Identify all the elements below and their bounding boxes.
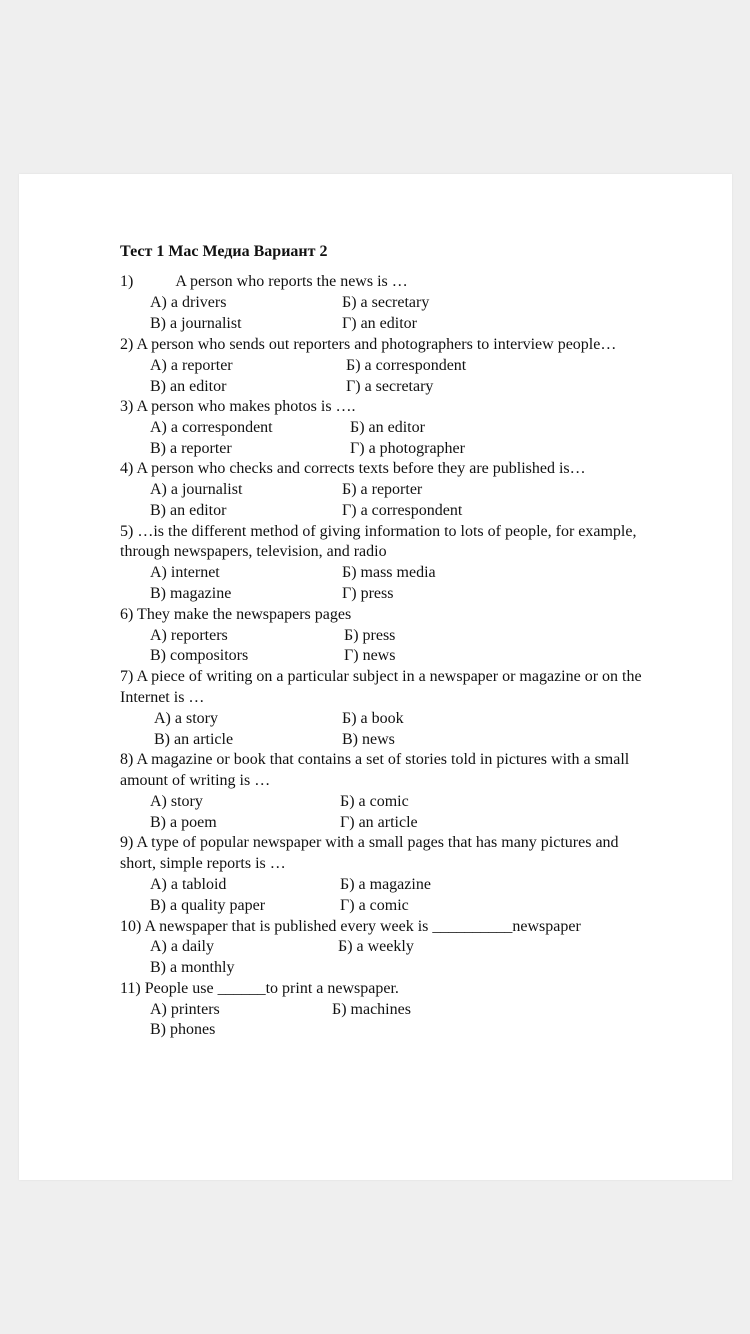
question-2-text: 2) A person who sends out reporters and photographers to interview people…: [120, 336, 617, 353]
question-2-option-g: Г) a secretary: [346, 378, 434, 395]
question-4-option-b: Б) a reporter: [342, 481, 423, 498]
question-7-option-v2: B) news: [342, 731, 395, 748]
question-1-option-v: B) a journalist: [150, 315, 242, 332]
question-1-number: 1): [120, 273, 134, 290]
question-9-option-b: Б) a magazine: [340, 876, 431, 893]
question-5-option-b: Б) mass media: [342, 564, 436, 581]
question-2-option-b: Б) a correspondent: [346, 357, 467, 374]
question-11-option-v: B) phones: [150, 1021, 216, 1038]
question-8-option-b: Б) a comic: [340, 793, 409, 810]
question-8-text-cont: amount of writing is …: [120, 772, 271, 789]
question-4-text: 4) A person who checks and corrects texts before they are published is…: [120, 460, 586, 477]
question-8-text: 8) A magazine or book that contains a set of stories told in pictures with a small: [120, 751, 630, 768]
question-8-option-a: A) story: [150, 793, 203, 810]
question-11-option-a: A) printers: [150, 1001, 220, 1018]
question-9-text-cont: short, simple reports is …: [120, 855, 286, 872]
question-3-option-v: B) a reporter: [150, 440, 232, 457]
question-6-text: 6) They make the newspapers pages: [120, 606, 352, 623]
question-11-text: 11) People use ______to print a newspaper.: [120, 980, 399, 997]
question-5-option-v: B) magazine: [150, 585, 232, 602]
question-3-text: 3) A person who makes photos is ….: [120, 398, 356, 415]
question-8-option-g: Г) an article: [340, 814, 418, 831]
question-8-option-v: B) a poem: [150, 814, 217, 831]
question-6-option-a: A) reporters: [150, 627, 228, 644]
question-11-option-b: Б) machines: [332, 1001, 411, 1018]
question-9-option-v: B) a quality paper: [150, 897, 266, 914]
question-7-option-b: Б) a book: [342, 710, 404, 727]
question-7-option-a: A) a story: [154, 710, 218, 727]
question-9-text: 9) A type of popular newspaper with a small pages that has many pictures and: [120, 834, 619, 851]
question-3-option-b: Б) an editor: [350, 419, 425, 436]
question-10-option-b: Б) a weekly: [338, 938, 414, 955]
question-5-text-cont: through newspapers, television, and radio: [120, 543, 387, 560]
question-1-option-g: Г) an editor: [342, 315, 417, 332]
question-6-option-b: Б) press: [344, 627, 396, 644]
question-1-option-b: Б) a secretary: [342, 294, 430, 311]
document-title: Тест 1 Мас Медиа Вариант 2: [120, 243, 328, 260]
question-5-option-g: Г) press: [342, 585, 394, 602]
question-7-text: 7) A piece of writing on a particular subject in a newspaper or magazine or on the: [120, 668, 642, 685]
question-3-option-g: Г) a photographer: [350, 440, 465, 457]
question-10-option-v: B) a monthly: [150, 959, 235, 976]
question-5-option-a: A) internet: [150, 564, 220, 581]
question-7-option-v: B) an article: [154, 731, 234, 748]
question-3-option-a: A) a correspondent: [150, 419, 273, 436]
question-5-text: 5) …is the different method of giving information to lots of people, for example,: [120, 523, 637, 540]
question-1-option-a: A) a drivers: [150, 294, 227, 311]
question-4-option-g: Г) a correspondent: [342, 502, 463, 519]
question-10-text: 10) A newspaper that is published every week is __________newspaper: [120, 918, 581, 935]
question-10-option-a: A) a daily: [150, 938, 214, 955]
question-1-text: [120, 272, 408, 292]
question-4-option-a: A) a journalist: [150, 481, 243, 498]
question-6-option-v: B) compositors: [150, 647, 249, 664]
question-4-option-v: B) an editor: [150, 502, 227, 519]
question-9-option-a: A) a tabloid: [150, 876, 227, 893]
question-9-option-g: Г) a comic: [340, 897, 409, 914]
question-7-text-cont: Internet is …: [120, 689, 205, 706]
question-6-option-g: Г) news: [344, 647, 396, 664]
question-2-option-v: B) an editor: [150, 378, 227, 395]
question-2-option-a: A) a reporter: [150, 357, 233, 374]
question-1-prompt: A person who reports the news is …: [175, 273, 408, 290]
